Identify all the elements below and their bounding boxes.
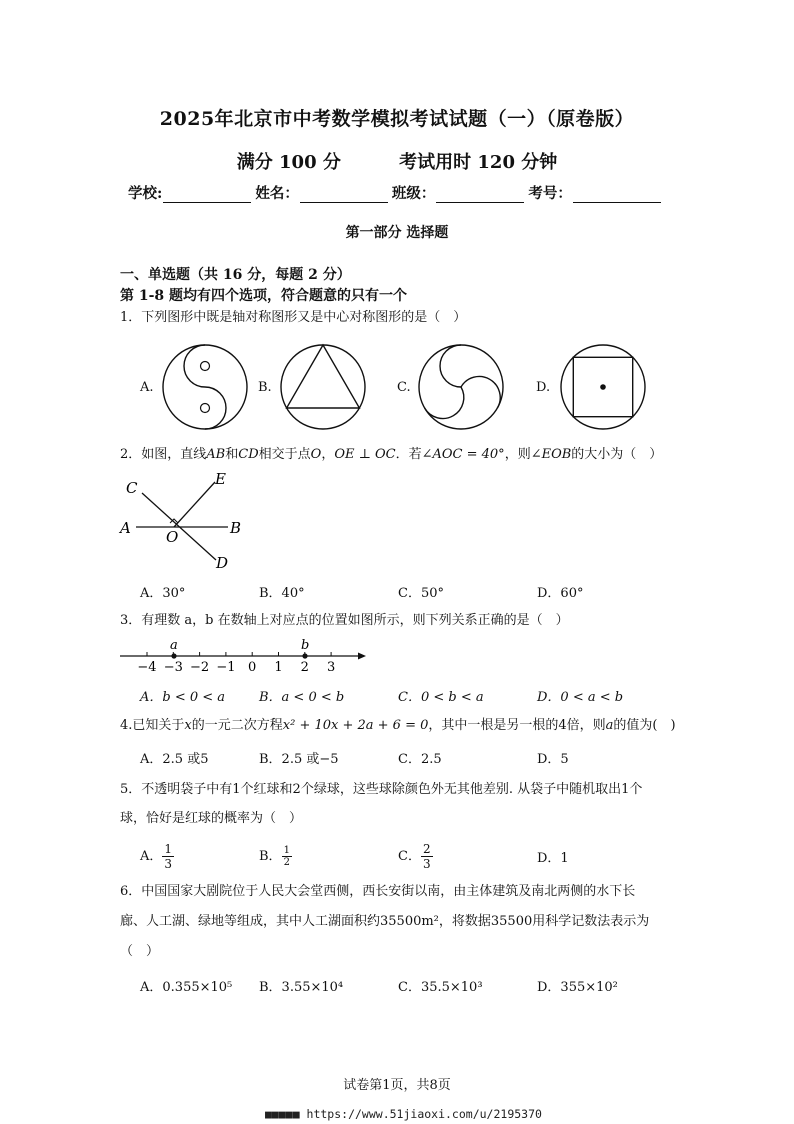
question-6-options	[140, 976, 618, 995]
question-5-line-1: 5．不透明袋子中有1个红球和2个绿球，这些球除颜色外无其他差别. 从袋子中随机取出1个	[120, 782, 643, 797]
q5-option-a[interactable]: A． $\frac{1}{3}$	[140, 842, 173, 871]
q1-option-b-label: B.	[258, 380, 272, 395]
q3-option-c[interactable]: C．0 < b < a	[398, 690, 484, 705]
q2-option-a[interactable]: A．30°	[140, 586, 186, 601]
point-b-label: b	[301, 638, 310, 653]
student-info-row	[128, 182, 665, 203]
label-d: D	[216, 554, 229, 572]
q6-option-b[interactable]: B．3.55×10⁴	[259, 980, 344, 995]
q3-option-a[interactable]: A．b < 0 < a	[140, 690, 226, 705]
number-line-tick-label: 0	[248, 660, 257, 675]
question-4-stem: 4.已知关于x的一元二次方程x² + 10x + 2a + 6 = 0，其中一根是另一根的4倍，则a的值为( )	[120, 718, 676, 733]
q3-option-d[interactable]: D．0 < a < b	[537, 690, 624, 705]
page-title: 2025年北京市中考数学模拟考试试题（一）（原卷版）	[159, 108, 635, 130]
number-line-tick-label: −3	[163, 660, 183, 675]
question-1-stem: 1．下列图形中既是轴对称图形又是中心对称图形的是（ ）	[120, 310, 467, 325]
q1-option-d-label: D.	[536, 380, 551, 395]
label-a: A	[120, 519, 131, 537]
q2-option-c[interactable]: C．50°	[398, 586, 444, 601]
q5-option-d[interactable]: D．1	[537, 851, 569, 866]
section-note: 第 1-8 题均有四个选项，符合题意的只有一个	[120, 288, 408, 304]
question-2-options	[140, 582, 583, 601]
exam-subtitle	[0, 148, 794, 174]
q4-option-a[interactable]: A．2.5 或5	[140, 752, 209, 767]
number-line-tick-label: −4	[137, 660, 157, 675]
q6-option-a[interactable]: A．0.355×10⁵	[140, 980, 233, 995]
school-field[interactable]: 学校:	[128, 182, 253, 203]
number-line-tick-label: 2	[300, 660, 309, 675]
page-footer: 试卷第1页，共8页	[343, 1078, 451, 1093]
question-4-options	[140, 748, 569, 767]
q1-option-a-label: A.	[140, 380, 154, 395]
three-arc-figure	[416, 342, 506, 432]
label-b: B	[230, 519, 242, 537]
circle-square-figure	[558, 342, 648, 432]
label-e: E	[215, 470, 226, 488]
point-a-label: a	[170, 638, 178, 653]
label-c: C	[126, 479, 138, 497]
number-line-figure	[118, 636, 370, 676]
class-field[interactable]: 班级：	[392, 182, 527, 203]
section-title: 一、单选题（共 16 分，每题 2 分）	[120, 267, 351, 283]
part-title: 第一部分 选择题	[345, 225, 449, 241]
point-b-dot	[302, 653, 307, 658]
circle-triangle-figure	[278, 342, 368, 432]
q4-option-d[interactable]: D．5	[537, 752, 569, 767]
q5-option-c[interactable]: C． $\frac{2}{3}$	[398, 842, 431, 871]
number-line-tick-label: −2	[190, 660, 210, 675]
question-2-stem: 2．如图，直线AB和CD相交于点O，OE ⊥ OC．若∠AOC = 40°，则∠EOB的大小为（ ）	[120, 447, 663, 462]
yin-yang-figure	[160, 342, 250, 432]
number-line-tick-label: 3	[326, 660, 336, 675]
question-5-line-2: 球，恰好是红球的概率为（ ）	[120, 811, 303, 826]
exam-time: 考试用时 120 分钟	[399, 152, 558, 173]
number-line-tick-label: 1	[274, 660, 283, 675]
exam-number-field[interactable]: 考号：	[528, 182, 663, 203]
q4-option-b[interactable]: B．2.5 或−5	[259, 752, 339, 767]
full-score: 满分 100 分	[236, 152, 341, 173]
q4-option-c[interactable]: C．2.5	[398, 752, 442, 767]
name-field[interactable]: 姓名：	[255, 182, 390, 203]
question-3-options	[140, 686, 623, 705]
watermark-link[interactable]: ■■■■■ https://www.51jiaoxi.com/u/2195370	[265, 1107, 542, 1121]
question-6-line-2: 廊、人工湖、绿地等组成，其中人工湖面积约35500m²，将数据35500用科学记数法表示为	[120, 914, 650, 929]
q1-option-c-label: C.	[397, 380, 411, 395]
intersecting-lines-figure	[118, 470, 268, 575]
q6-option-d[interactable]: D．355×10²	[537, 980, 618, 995]
q2-option-d[interactable]: D．60°	[537, 586, 584, 601]
point-a-dot	[171, 653, 176, 658]
question-6-line-1: 6．中国国家大剧院位于人民大会堂西侧，西长安街以南，由主体建筑及南北两侧的水下长	[120, 884, 636, 899]
label-o: O	[166, 528, 179, 546]
question-6-line-3: （ ）	[120, 944, 160, 959]
q3-option-b[interactable]: B．a < 0 < b	[259, 690, 345, 705]
q5-option-b[interactable]: B． $\frac{1}{2}$	[259, 845, 290, 868]
q6-option-c[interactable]: C．35.5×10³	[398, 980, 483, 995]
question-3-stem: 3．有理数 a，b 在数轴上对应点的位置如图所示，则下列关系正确的是（ ）	[120, 613, 569, 628]
q2-option-b[interactable]: B．40°	[259, 586, 305, 601]
number-line-tick-label: −1	[216, 660, 236, 675]
question-5-options	[140, 842, 569, 871]
